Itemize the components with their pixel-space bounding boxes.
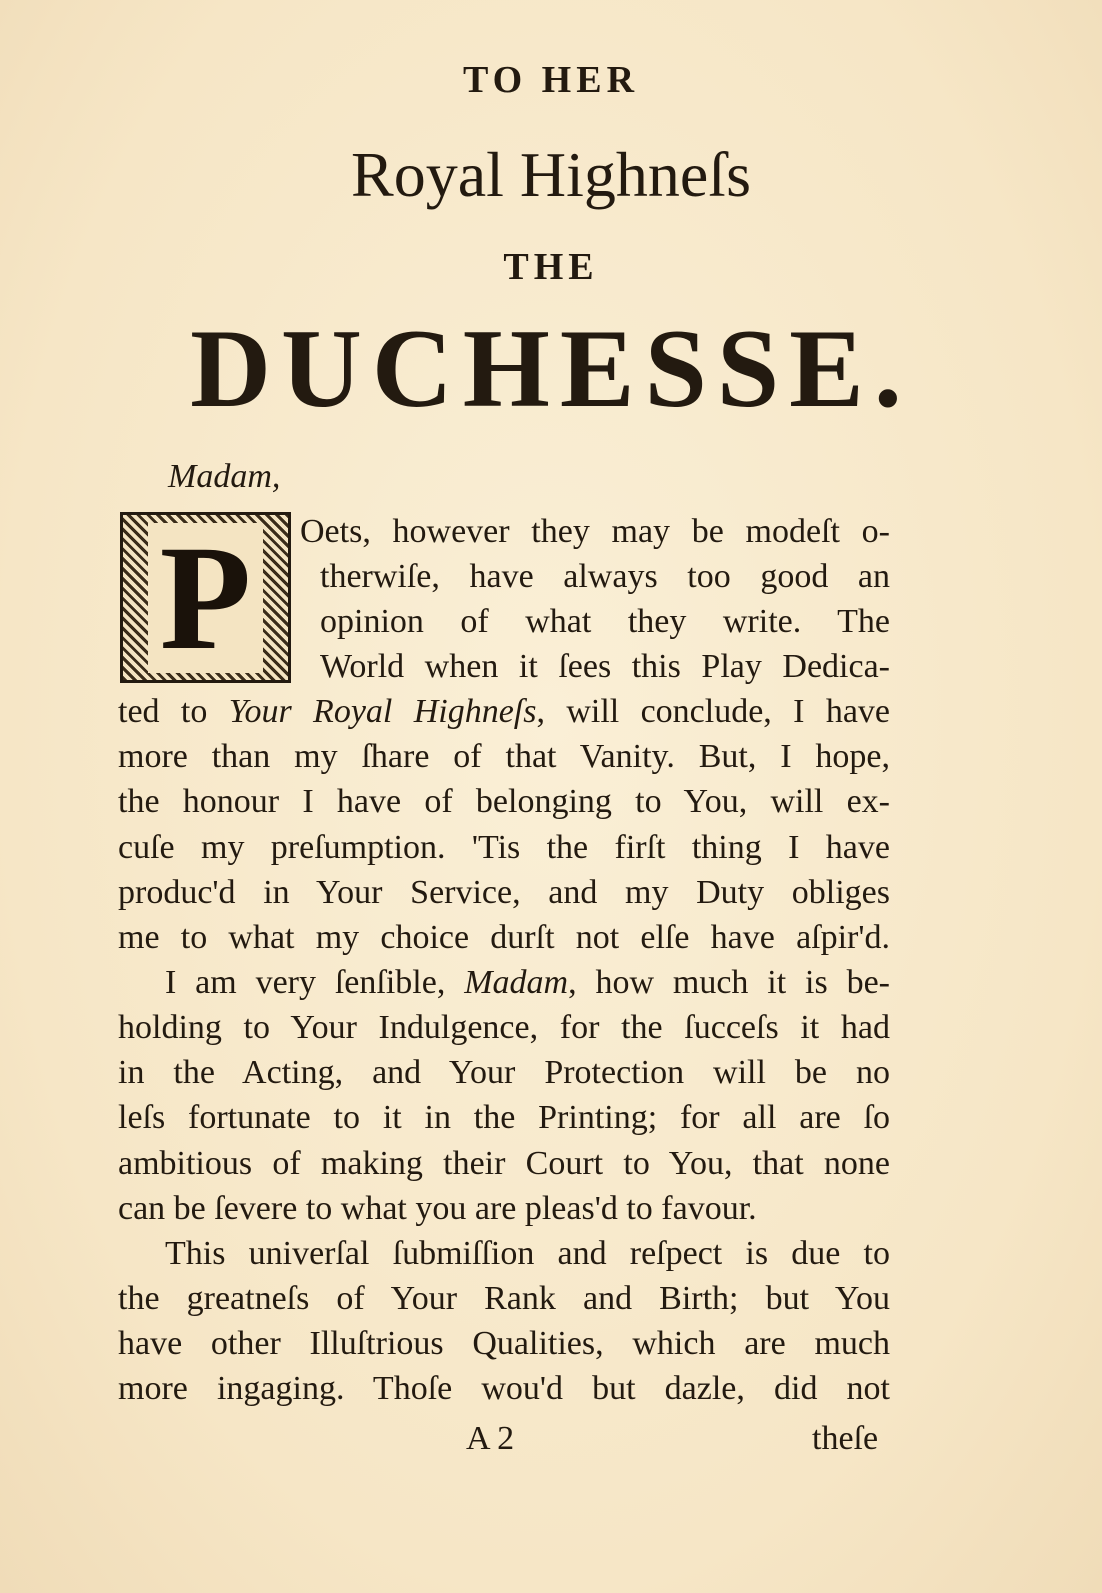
heading-duchesse: DUCHESSE.	[190, 307, 912, 431]
text-line: This univerſal ſubmiſſion and reſpect is due to	[165, 1235, 890, 1272]
text-line: can be ſevere to what you are pleas'd to favour.	[118, 1190, 757, 1227]
text-line: World when it ſees this Play Dedica-	[320, 648, 890, 685]
text-line: holding to Your Indulgence, for the ſucceſs it had	[118, 1009, 890, 1046]
text-line: in the Acting, and Your Protection will be no	[118, 1054, 890, 1091]
text-line: the honour I have of belonging to You, will ex-	[118, 783, 890, 820]
text-run: , will conclude, I have	[536, 693, 890, 730]
text-line	[165, 963, 890, 1003]
italic-run: Madam	[464, 964, 569, 1001]
text-line: more than my ſhare of that Vanity. But, I hope,	[118, 738, 890, 775]
drop-cap-letter: P	[148, 523, 264, 673]
text-line: more ingaging. Thoſe wou'd but dazle, did not	[118, 1370, 890, 1407]
text-run: , how much it is be-	[568, 964, 890, 1001]
text-line: cuſe my preſumption. 'Tis the firſt thing I have	[118, 829, 890, 866]
text-line: me to what my choice durſt not elſe have aſpir'd.	[118, 919, 890, 956]
catchword: theſe	[812, 1420, 879, 1457]
heading-to-her: TO HER	[462, 59, 640, 101]
text-line	[118, 692, 890, 732]
text-line: ambitious of making their Court to You, that none	[118, 1145, 890, 1182]
text-line: opinion of what they write. The	[320, 603, 890, 640]
italic-run: Your Royal Highneſs	[228, 693, 537, 730]
heading-the: THE	[503, 246, 599, 288]
text-line: Oets, however they may be modeſt o-	[300, 513, 890, 550]
text-run: I am very ſenſible,	[165, 964, 465, 1001]
text-line: produc'd in Your Service, and my Duty obliges	[118, 874, 890, 911]
text-line: the greatneſs of Your Rank and Birth; but You	[118, 1280, 890, 1317]
salutation: Madam,	[168, 458, 281, 495]
text-line: leſs fortunate to it in the Printing; for all are ſo	[118, 1099, 890, 1136]
text-line: have other Illuſtrious Qualities, which are much	[118, 1325, 890, 1362]
heading-royal-highness: Royal Highneſs	[351, 139, 751, 210]
text-line: therwiſe, have always too good an	[320, 558, 890, 595]
ornamental-drop-cap	[120, 512, 291, 683]
signature-mark: A 2	[466, 1420, 515, 1457]
text-run: ted to	[118, 693, 229, 730]
